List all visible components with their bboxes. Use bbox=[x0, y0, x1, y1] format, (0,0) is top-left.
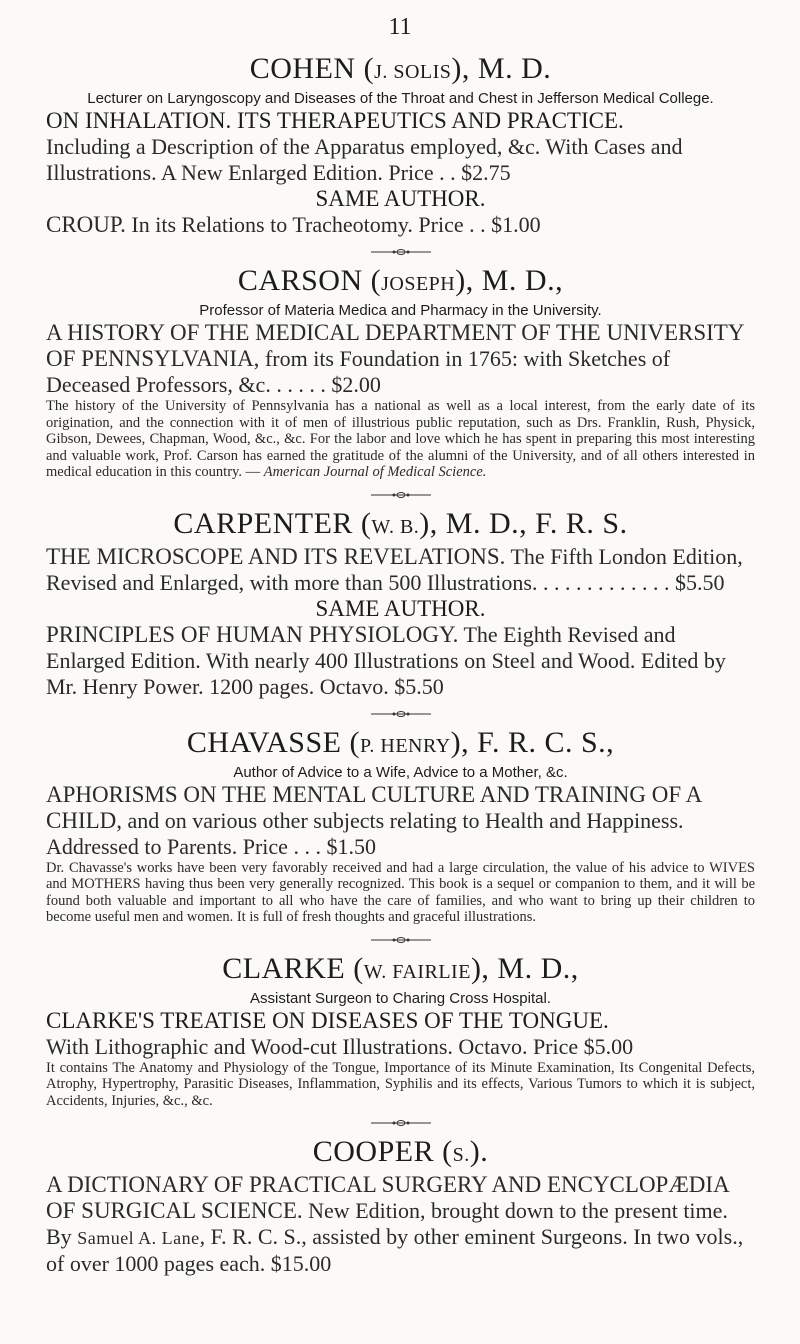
entry-cooper bbox=[46, 1135, 755, 1277]
author-name: CARPENTER ( bbox=[173, 506, 372, 540]
ornament-divider bbox=[371, 1119, 431, 1127]
review-text: Dr. Chavasse's works have been very favorably received and had a large circulation, the value of his advice to WIVES and MOTHERS having thus been very generally recognized. This book is a sequel or companion to them, and it will be found both valuable and important to all who have the care of families, and who want to bring up their children to become useful men and women. It is full of fresh thoughts and graceful illustrations. bbox=[46, 859, 755, 925]
author-initials: W. B. bbox=[371, 515, 420, 538]
author-affiliation: Assistant Surgeon to Charing Cross Hospital. bbox=[250, 989, 551, 1007]
ornament-divider bbox=[371, 710, 431, 718]
same-author-label: SAME AUTHOR. bbox=[315, 595, 486, 621]
review-text: The history of the University of Pennsylvania has a national as well as a local interest, from the early date of its origination, and the connection with it of men of illustrious public reputation, such as Drs. Franklin, Rush, Physick, Gibson, Dewees, Chapman, Wood, &c., &c. For the labor and love which he has spent in preparing this most interesting and valuable work, Prof. Carson has earned the gratitude of the alumni of the University, and of all others interested in medical education in this country. — American Journal of Medical Science. bbox=[46, 398, 755, 480]
author-heading bbox=[46, 726, 755, 763]
author-initials: J. SOLIS bbox=[374, 61, 452, 83]
ornament-divider bbox=[371, 248, 431, 256]
book-title: THE MICROSCOPE AND ITS REVELATIONS. bbox=[46, 543, 506, 569]
book-title: APHORISMS ON THE MENTAL CULTURE AND TRAINING OF A CHILD, bbox=[46, 781, 701, 833]
author-degree: ), M. D., bbox=[470, 951, 579, 985]
book-description: In its Relations to Tracheotomy. Price . . $1.00 bbox=[125, 212, 541, 237]
page-number: 11 bbox=[388, 14, 412, 40]
author-heading bbox=[46, 507, 755, 544]
author-affiliation: Lecturer on Laryngoscopy and Diseases of the Throat and Chest in Jefferson Medical College. bbox=[87, 90, 714, 107]
book-description: The Eighth Revised and Enlarged Edition. With nearly 400 Illustrations on Steel and Wood. Edited by Mr. Henry Power. 1200 pages. Octavo. $5.50 bbox=[46, 621, 726, 699]
author-name: COHEN ( bbox=[249, 52, 375, 85]
entry-chavasse bbox=[46, 726, 755, 926]
author-degree: ), M. D. bbox=[451, 52, 552, 85]
book-description: , F. R. C. S., assisted by other eminent Surgeons. In two vols., of over 1000 pages each. $15.00 bbox=[46, 1224, 744, 1276]
author-initials: P. HENRY bbox=[359, 734, 451, 757]
author-name: COOPER ( bbox=[312, 1135, 453, 1168]
book-description: New Edition, brought down to the present time. By bbox=[46, 1198, 728, 1249]
author-name: CLARKE ( bbox=[222, 951, 364, 985]
book-title: A DICTIONARY OF PRACTICAL SURGERY AND ENCYCLOPÆDIA OF SURGICAL SCIENCE. bbox=[46, 1172, 729, 1223]
author-initials: W. FAIRLIE bbox=[363, 960, 471, 983]
author-initials: S. bbox=[452, 1144, 470, 1166]
same-author-label: SAME AUTHOR. bbox=[315, 186, 486, 211]
author-affiliation: Author of Advice to a Wife, Advice to a Mother, &c. bbox=[233, 763, 568, 781]
author-heading bbox=[46, 52, 755, 89]
ornament-divider bbox=[371, 491, 431, 499]
book-title: A HISTORY OF THE MEDICAL DEPARTMENT OF THE UNIVERSITY OF PENNSYLVANIA, bbox=[46, 320, 744, 371]
book-description: The Fifth London Edition, Revised and Enlarged, with more than 500 Illustrations. . . . . . . . . . . . . $5.50 bbox=[46, 543, 743, 595]
book-title: CROUP. bbox=[46, 212, 126, 237]
book-title: ON INHALATION. ITS THERAPEUTICS AND PRACTICE. bbox=[46, 108, 624, 133]
book-description: With Lithographic and Wood-cut Illustrations. Octavo. Price $5.00 bbox=[46, 1033, 634, 1059]
catalog-content bbox=[46, 52, 755, 1277]
entry-cohen bbox=[46, 52, 755, 238]
book-title: PRINCIPLES OF HUMAN PHYSIOLOGY. bbox=[46, 621, 459, 647]
author-degree: ), F. R. C. S., bbox=[450, 725, 615, 759]
book-title: CLARKE'S TREATISE ON DISEASES OF THE TONGUE. bbox=[46, 1007, 609, 1033]
book-editor: Samuel A. Lane bbox=[77, 1228, 200, 1248]
author-degree: ). bbox=[469, 1135, 489, 1168]
author-degree: ), M. D., F. R. S. bbox=[419, 506, 628, 540]
book-description: from its Foundation in 1765: with Sketches of Deceased Professors, &c. . . . . . $2.00 bbox=[46, 346, 671, 397]
entry-carson bbox=[46, 264, 755, 481]
entry-clarke bbox=[46, 952, 755, 1110]
entry-carpenter bbox=[46, 507, 755, 700]
author-heading bbox=[46, 1135, 755, 1172]
review-source: American Journal of Medical Science. bbox=[263, 464, 487, 480]
author-affiliation: Professor of Materia Medica and Pharmacy in the University. bbox=[199, 302, 602, 319]
author-name: CHAVASSE ( bbox=[186, 725, 360, 759]
book-description: and on various other subjects relating to Health and Happiness. Addressed to Parents. Price . . . $1.50 bbox=[46, 807, 684, 859]
ornament-divider bbox=[371, 936, 431, 944]
author-initials: JOSEPH bbox=[381, 273, 456, 295]
review-text: It contains The Anatomy and Physiology of the Tongue, Importance of its Minute Examination, Its Congenital Defects, Atrophy, Hypertrophy, Parasitic Diseases, Inflammation, Syphilis and its effects, Various Tumors to which it is subject, Accidents, Injuries, &c., &c. bbox=[46, 1059, 755, 1109]
author-heading bbox=[46, 952, 755, 989]
author-heading bbox=[46, 264, 755, 301]
author-degree: ), M. D., bbox=[455, 264, 564, 297]
book-description: Including a Description of the Apparatus employed, &c. With Cases and Illustrations. A New Enlarged Edition. Price . . $2.75 bbox=[46, 134, 683, 185]
author-name: CARSON ( bbox=[237, 264, 382, 297]
